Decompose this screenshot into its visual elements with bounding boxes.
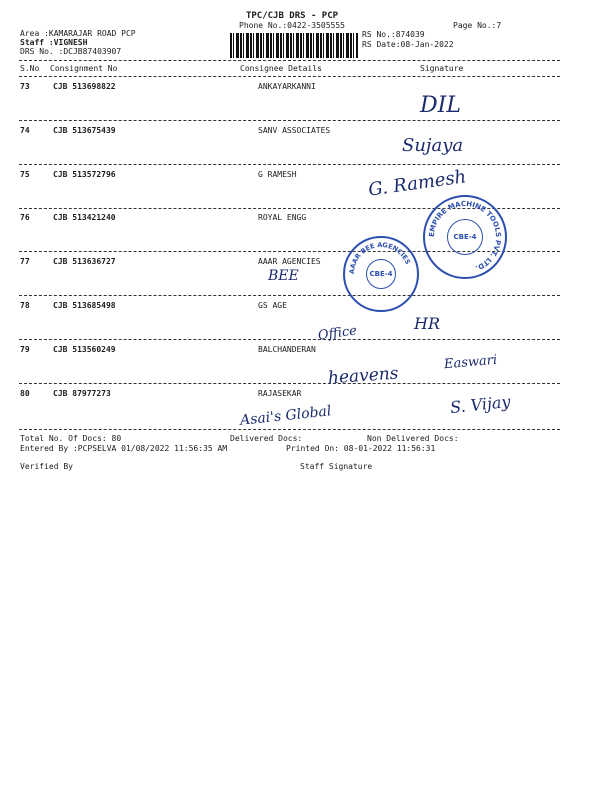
row-consignment-number: CJB 87977273 xyxy=(53,389,111,398)
aaar-stamp-text: AAAR BEE AGENCIES xyxy=(347,240,412,275)
row-divider xyxy=(19,383,560,384)
signature-row-79-name: Easwari xyxy=(443,352,498,373)
signature-row-80-sign: S. Vijay xyxy=(449,391,512,418)
row-consignment-number: CJB 513572796 xyxy=(53,170,116,179)
header-divider xyxy=(19,60,560,61)
signature-row-74: Sujaya xyxy=(402,135,464,156)
row-serial-number: 75 xyxy=(20,170,30,179)
entered-by: Entered By :PCPSELVA 01/08/2022 11:56:35 AM xyxy=(20,444,228,453)
row-divider xyxy=(19,120,560,121)
non-delivered-docs: Non Delivered Docs: xyxy=(367,434,459,443)
row-serial-number: 76 xyxy=(20,213,30,222)
report-title: TPC/CJB DRS - PCP xyxy=(245,11,339,21)
page-number: Page No.:7 xyxy=(453,21,502,30)
phone-number: Phone No.:0422-3505555 xyxy=(239,21,345,30)
area-label: Area :KAMARAJAR ROAD PCP xyxy=(20,29,136,38)
row-divider xyxy=(19,295,560,296)
row-consignee-name: GS AGE xyxy=(258,301,287,310)
col-consignment-header: Consignment No xyxy=(50,64,118,73)
row-consignee-name: BALCHANDERAN xyxy=(258,345,316,354)
row-serial-number: 74 xyxy=(20,126,30,135)
col-sno-header: S.No xyxy=(20,64,40,73)
row-serial-number: 73 xyxy=(20,82,30,91)
row-serial-number: 78 xyxy=(20,301,30,310)
row-consignee-name: RAJASEKAR xyxy=(258,389,302,398)
signature-row-79-sign: heavens xyxy=(327,363,400,389)
row-consignment-number: CJB 513421240 xyxy=(53,213,116,222)
empire-stamp-ring xyxy=(425,197,505,277)
rs-date: RS Date:08-Jan-2022 xyxy=(362,40,454,49)
footer-divider xyxy=(19,429,560,430)
row-consignee-name: G RAMESH xyxy=(258,170,297,179)
rs-number: RS No.:874039 xyxy=(362,30,425,39)
row-serial-number: 80 xyxy=(20,389,30,398)
aaar-stamp-ring xyxy=(345,238,417,310)
delivered-docs: Delivered Docs: xyxy=(230,434,303,443)
row-consignee-name: ANKAYARKANNI xyxy=(258,82,316,91)
columns-divider xyxy=(19,76,560,77)
printed-on: Printed On: 08-01-2022 11:56:31 xyxy=(286,444,436,453)
staff-signature: Staff Signature xyxy=(300,462,373,471)
signature-row-75: G. Ramesh xyxy=(367,166,468,201)
signature-row-77: BEE xyxy=(268,268,299,284)
svg-text:AAAR BEE AGENCIES xyxy=(348,241,412,274)
row-consignment-number: CJB 513698822 xyxy=(53,82,116,91)
empire-stamp-text: EMPIRE MACHINE TOOLS PVT. LTD. xyxy=(427,199,503,273)
signature-row-78-office: Office xyxy=(317,323,358,344)
drs-number: DRS No. :DCJB87403907 xyxy=(20,47,122,56)
barcode xyxy=(230,33,358,58)
row-divider xyxy=(19,339,560,340)
aaar-stamp xyxy=(343,236,419,312)
row-consignment-number: CJB 513685498 xyxy=(53,301,116,310)
row-consignee-name: SANV ASSOCIATES xyxy=(258,126,331,135)
row-consignment-number: CJB 513675439 xyxy=(53,126,116,135)
row-consignee-name: AAAR AGENCIES xyxy=(258,257,321,266)
row-consignment-number: CJB 513636727 xyxy=(53,257,116,266)
total-docs: Total No. Of Docs: 80 xyxy=(20,434,122,443)
col-signature-header: Signature xyxy=(420,64,464,73)
row-consignment-number: CJB 513560249 xyxy=(53,345,116,354)
staff-label: Staff :VIGNESH xyxy=(20,38,88,47)
row-serial-number: 79 xyxy=(20,345,30,354)
signature-row-73: DIL xyxy=(420,93,461,118)
verified-by: Verified By xyxy=(20,462,73,471)
aaar-stamp-code: CBE-4 xyxy=(366,259,396,289)
empire-stamp-code: CBE-4 xyxy=(447,219,483,255)
row-consignee-name: ROYAL ENGG xyxy=(258,213,307,222)
signature-row-78-hr: HR xyxy=(414,314,440,333)
row-serial-number: 77 xyxy=(20,257,30,266)
svg-text:EMPIRE MACHINE TOOLS PVT. LTD. xyxy=(428,200,502,272)
signature-row-80-company: Asai's Global xyxy=(239,403,333,429)
row-divider xyxy=(19,164,560,165)
empire-stamp xyxy=(423,195,507,279)
col-consignee-header: Consignee Details xyxy=(240,64,322,73)
